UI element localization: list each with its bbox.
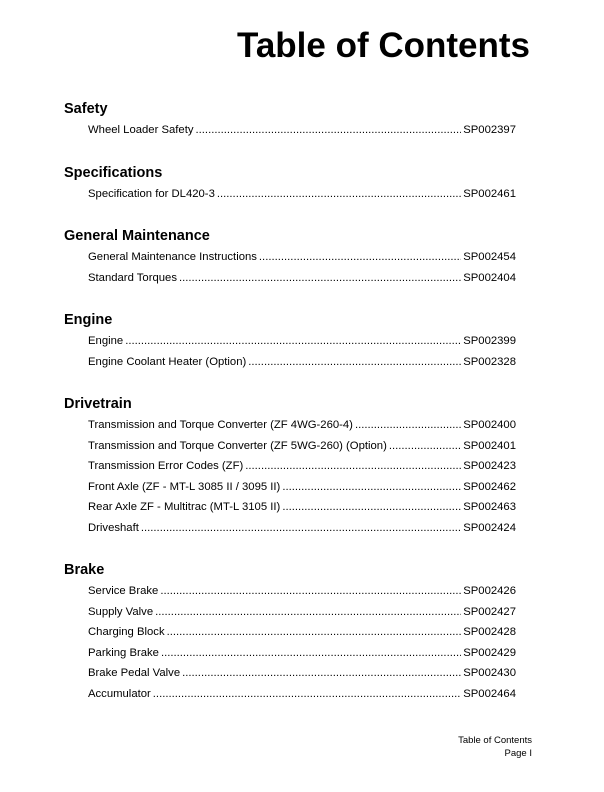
toc-entry-title: Accumulator <box>88 687 151 700</box>
dot-leader <box>161 643 461 664</box>
footer-page-number: Page I <box>504 748 532 759</box>
toc-section <box>64 226 516 288</box>
toc-entry[interactable] <box>88 518 516 539</box>
toc-entry-title: Brake Pedal Valve <box>88 667 181 679</box>
toc-entry-title: Rear Axle ZF - Multitrac (MT-L 3105 II) <box>88 501 281 513</box>
dot-leader <box>125 331 461 352</box>
toc-entry-code: SP002401 <box>463 439 516 452</box>
toc-section <box>64 560 516 704</box>
table-of-contents <box>64 99 516 726</box>
section-entry-list <box>64 120 516 141</box>
dot-leader <box>179 268 461 289</box>
toc-section <box>64 99 516 141</box>
toc-entry-code: SP002462 <box>463 480 516 493</box>
dot-leader <box>167 622 462 643</box>
toc-entry-code: SP002400 <box>463 419 516 431</box>
section-entry-list <box>64 415 516 538</box>
dot-leader <box>259 247 461 268</box>
section-heading: Brake <box>64 562 105 578</box>
dot-leader <box>355 415 461 436</box>
toc-entry-title: General Maintenance Instructions <box>88 251 257 263</box>
dot-leader <box>153 684 461 705</box>
dot-leader <box>389 436 461 457</box>
toc-entry-title: Charging Block <box>88 626 165 638</box>
section-entry-list <box>64 581 516 704</box>
toc-entry-code: SP002454 <box>463 251 516 263</box>
toc-entry[interactable] <box>88 602 516 623</box>
toc-entry-code: SP002397 <box>463 124 516 136</box>
toc-entry[interactable] <box>88 456 516 477</box>
dot-leader <box>160 581 461 602</box>
toc-entry[interactable] <box>88 352 516 373</box>
section-heading: Drivetrain <box>64 396 132 412</box>
toc-entry[interactable] <box>88 581 516 602</box>
toc-entry[interactable] <box>88 120 516 141</box>
toc-entry[interactable] <box>88 268 516 289</box>
toc-entry-code: SP002399 <box>463 335 516 347</box>
footer-doc-title: Table of Contents <box>458 735 532 746</box>
toc-entry-title: Driveshaft <box>88 521 139 534</box>
section-heading: Safety <box>64 101 108 117</box>
page-title: Table of Contents <box>237 26 530 65</box>
dot-leader <box>196 120 462 141</box>
toc-entry[interactable] <box>88 643 516 664</box>
dot-leader <box>248 352 461 373</box>
dot-leader <box>182 663 461 684</box>
toc-entry-code: SP002461 <box>463 187 516 200</box>
toc-entry-title: Service Brake <box>88 585 159 597</box>
toc-entry-code: SP002429 <box>463 646 516 659</box>
section-heading: Specifications <box>64 164 163 181</box>
dot-leader <box>245 456 461 477</box>
dot-leader <box>282 497 461 518</box>
toc-entry-title: Parking Brake <box>88 646 159 659</box>
toc-entry[interactable] <box>88 622 516 643</box>
toc-entry-code: SP002463 <box>463 501 516 513</box>
toc-entry-title: Wheel Loader Safety <box>88 124 194 136</box>
dot-leader <box>141 518 461 539</box>
dot-leader <box>217 184 461 205</box>
section-entry-list <box>64 247 516 288</box>
toc-entry-code: SP002428 <box>463 626 516 638</box>
toc-entry-title: Transmission and Torque Converter (ZF 5WG-260) (Option) <box>88 439 387 452</box>
toc-entry-code: SP002430 <box>463 667 516 679</box>
toc-entry-title: Supply Valve <box>88 605 154 618</box>
toc-entry-title: Engine <box>88 335 124 347</box>
toc-entry-code: SP002404 <box>463 271 516 284</box>
dot-leader <box>155 602 461 623</box>
toc-entry-code: SP002464 <box>463 687 516 700</box>
dot-leader <box>282 477 461 498</box>
section-heading: General Maintenance <box>64 228 210 244</box>
toc-entry-code: SP002426 <box>463 585 516 597</box>
toc-entry[interactable] <box>88 436 516 457</box>
toc-entry-title: Front Axle (ZF - MT-L 3085 II / 3095 II) <box>88 480 281 493</box>
toc-entry-title: Transmission Error Codes (ZF) <box>88 460 244 472</box>
toc-entry-title: Engine Coolant Heater (Option) <box>88 355 247 368</box>
toc-section <box>64 163 516 205</box>
toc-entry-title: Standard Torques <box>88 271 177 284</box>
toc-entry[interactable] <box>88 184 516 205</box>
section-entry-list <box>64 331 516 372</box>
toc-entry-code: SP002427 <box>463 605 516 618</box>
toc-entry[interactable] <box>88 497 516 518</box>
toc-entry[interactable] <box>88 477 516 498</box>
toc-entry[interactable] <box>88 331 516 352</box>
section-heading: Engine <box>64 312 113 328</box>
toc-section <box>64 310 516 372</box>
section-entry-list <box>64 184 516 205</box>
toc-entry-title: Specification for DL420-3 <box>88 187 215 200</box>
toc-entry-code: SP002423 <box>463 460 516 472</box>
page-footer <box>458 734 532 760</box>
toc-entry-code: SP002424 <box>463 521 516 534</box>
toc-entry[interactable] <box>88 415 516 436</box>
toc-entry[interactable] <box>88 247 516 268</box>
toc-entry[interactable] <box>88 663 516 684</box>
toc-entry-code: SP002328 <box>463 355 516 368</box>
toc-entry-title: Transmission and Torque Converter (ZF 4WG-260-4) <box>88 419 353 431</box>
toc-section <box>64 394 516 538</box>
toc-entry[interactable] <box>88 684 516 705</box>
